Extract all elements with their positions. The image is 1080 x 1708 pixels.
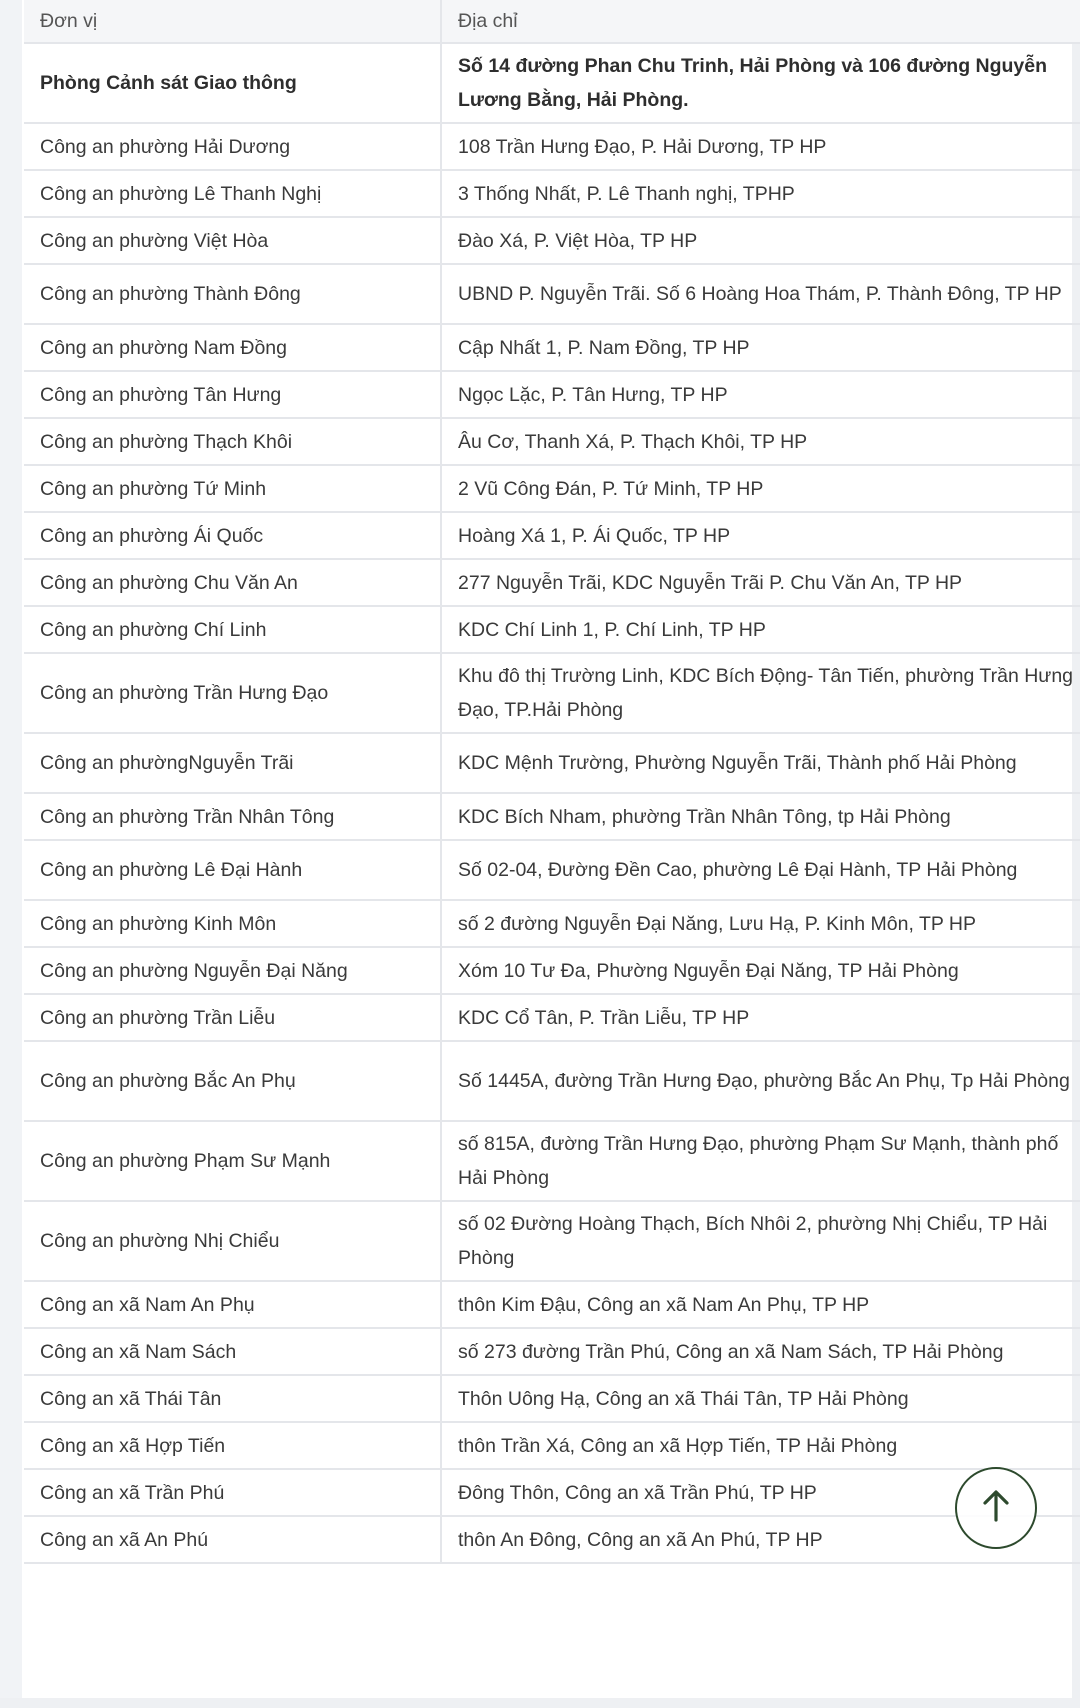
table-row xyxy=(24,1516,1080,1563)
cell-address: Ngọc Lặc, P. Tân Hưng, TP HP xyxy=(441,371,1080,418)
table-row xyxy=(24,217,1080,264)
cell-address: Đào Xá, P. Việt Hòa, TP HP xyxy=(441,217,1080,264)
cell-address: số 02 Đường Hoàng Thạch, Bích Nhôi 2, phường Nhị Chiểu, TP Hải Phòng xyxy=(441,1201,1080,1281)
cell-address: Số 02-04, Đường Đền Cao, phường Lê Đại Hành, TP Hải Phòng xyxy=(441,840,1080,900)
cell-address: thôn Kim Đậu, Công an xã Nam An Phụ, TP HP xyxy=(441,1281,1080,1328)
cell-unit: Công an phường Thạch Khôi xyxy=(24,418,441,465)
arrow-up-icon xyxy=(978,1488,1014,1529)
table-row xyxy=(24,1041,1080,1121)
table-row xyxy=(24,1121,1080,1201)
cell-unit: Công an phường Lê Đại Hành xyxy=(24,840,441,900)
table-row xyxy=(24,840,1080,900)
table-row xyxy=(24,1469,1080,1516)
cell-unit: Công an phường Nhị Chiểu xyxy=(24,1201,441,1281)
page-margin-left xyxy=(0,0,22,1708)
table-row xyxy=(24,606,1080,653)
cell-unit: Công an phường Nam Đồng xyxy=(24,324,441,371)
cell-address: số 273 đường Trần Phú, Công an xã Nam Sách, TP Hải Phòng xyxy=(441,1328,1080,1375)
cell-address: Đông Thôn, Công an xã Trần Phú, TP HP xyxy=(441,1469,1080,1516)
page-margin-bottom xyxy=(0,1698,1080,1708)
cell-address: Khu đô thị Trường Linh, KDC Bích Động- Tân Tiến, phường Trần Hưng Đạo, TP.Hải Phòng xyxy=(441,653,1080,733)
cell-address: số 2 đường Nguyễn Đại Năng, Lưu Hạ, P. Kinh Môn, TP HP xyxy=(441,900,1080,947)
cell-address: Cập Nhất 1, P. Nam Đồng, TP HP xyxy=(441,324,1080,371)
table-row xyxy=(24,43,1080,123)
table-row xyxy=(24,371,1080,418)
cell-unit: Công an phường Trần Hưng Đạo xyxy=(24,653,441,733)
cell-address: Số 14 đường Phan Chu Trinh, Hải Phòng và 106 đường Nguyễn Lương Bằng, Hải Phòng. xyxy=(441,43,1080,123)
cell-address: KDC Bích Nham, phường Trần Nhân Tông, tp Hải Phòng xyxy=(441,793,1080,840)
table-row xyxy=(24,994,1080,1041)
cell-unit: Công an xã Nam An Phụ xyxy=(24,1281,441,1328)
table-row xyxy=(24,653,1080,733)
table-row xyxy=(24,264,1080,324)
cell-unit: Công an phường Chí Linh xyxy=(24,606,441,653)
cell-address: 108 Trần Hưng Đạo, P. Hải Dương, TP HP xyxy=(441,123,1080,170)
cell-address: KDC Chí Linh 1, P. Chí Linh, TP HP xyxy=(441,606,1080,653)
cell-address: 3 Thống Nhất, P. Lê Thanh nghị, TPHP xyxy=(441,170,1080,217)
cell-unit: Công an xã An Phú xyxy=(24,1516,441,1563)
table-row xyxy=(24,947,1080,994)
table-row xyxy=(24,1201,1080,1281)
cell-address: Số 1445A, đường Trần Hưng Đạo, phường Bắc An Phụ, Tp Hải Phòng xyxy=(441,1041,1080,1121)
table-row xyxy=(24,324,1080,371)
table-row xyxy=(24,1375,1080,1422)
cell-unit: Công an phường Việt Hòa xyxy=(24,217,441,264)
table-row xyxy=(24,793,1080,840)
cell-address: 277 Nguyễn Trãi, KDC Nguyễn Trãi P. Chu Văn An, TP HP xyxy=(441,559,1080,606)
cell-address: UBND P. Nguyễn Trãi. Số 6 Hoàng Hoa Thám, P. Thành Đông, TP HP xyxy=(441,264,1080,324)
table-row xyxy=(24,1422,1080,1469)
table-row xyxy=(24,123,1080,170)
cell-unit: Công an phường Tứ Minh xyxy=(24,465,441,512)
table-header-row xyxy=(24,0,1080,43)
cell-unit: Công an phường Nguyễn Đại Năng xyxy=(24,947,441,994)
cell-unit: Công an phường Thành Đông xyxy=(24,264,441,324)
cell-address: Âu Cơ, Thanh Xá, P. Thạch Khôi, TP HP xyxy=(441,418,1080,465)
cell-unit: Công an phường Ái Quốc xyxy=(24,512,441,559)
scroll-to-top-button[interactable] xyxy=(955,1467,1037,1549)
table-row xyxy=(24,1281,1080,1328)
cell-address: thôn Trần Xá, Công an xã Hợp Tiến, TP Hải Phòng xyxy=(441,1422,1080,1469)
cell-unit: Công an phường Lê Thanh Nghị xyxy=(24,170,441,217)
table-body xyxy=(24,43,1080,1563)
cell-unit: Công an phường Tân Hưng xyxy=(24,371,441,418)
cell-unit: Công an phường Bắc An Phụ xyxy=(24,1041,441,1121)
cell-unit: Công an phườngNguyễn Trãi xyxy=(24,733,441,793)
table-row xyxy=(24,418,1080,465)
column-header-address: Địa chỉ xyxy=(441,0,1080,43)
cell-unit: Công an xã Hợp Tiến xyxy=(24,1422,441,1469)
table-row xyxy=(24,512,1080,559)
cell-address: số 815A, đường Trần Hưng Đạo, phường Phạm Sư Mạnh, thành phố Hải Phòng xyxy=(441,1121,1080,1201)
police-units-table xyxy=(24,0,1080,1564)
cell-address: thôn An Đông, Công an xã An Phú, TP HP xyxy=(441,1516,1080,1563)
cell-address: KDC Cổ Tân, P. Trần Liễu, TP HP xyxy=(441,994,1080,1041)
cell-unit: Công an xã Trần Phú xyxy=(24,1469,441,1516)
table-row xyxy=(24,465,1080,512)
table-row xyxy=(24,1328,1080,1375)
cell-unit: Công an phường Trần Nhân Tông xyxy=(24,793,441,840)
cell-unit: Công an phường Trần Liễu xyxy=(24,994,441,1041)
cell-unit: Công an phường Kinh Môn xyxy=(24,900,441,947)
cell-unit: Phòng Cảnh sát Giao thông xyxy=(24,43,441,123)
cell-unit: Công an phường Phạm Sư Mạnh xyxy=(24,1121,441,1201)
cell-address: Xóm 10 Tư Đa, Phường Nguyễn Đại Năng, TP Hải Phòng xyxy=(441,947,1080,994)
cell-address: Thôn Uông Hạ, Công an xã Thái Tân, TP Hải Phòng xyxy=(441,1375,1080,1422)
cell-unit: Công an phường Chu Văn An xyxy=(24,559,441,606)
cell-address: Hoàng Xá 1, P. Ái Quốc, TP HP xyxy=(441,512,1080,559)
table-row xyxy=(24,900,1080,947)
table-row xyxy=(24,170,1080,217)
column-header-unit: Đơn vị xyxy=(24,0,441,43)
table-row xyxy=(24,733,1080,793)
table-row xyxy=(24,559,1080,606)
cell-address: KDC Mệnh Trường, Phường Nguyễn Trãi, Thành phố Hải Phòng xyxy=(441,733,1080,793)
cell-unit: Công an phường Hải Dương xyxy=(24,123,441,170)
cell-unit: Công an xã Nam Sách xyxy=(24,1328,441,1375)
cell-unit: Công an xã Thái Tân xyxy=(24,1375,441,1422)
cell-address: 2 Vũ Công Đán, P. Tứ Minh, TP HP xyxy=(441,465,1080,512)
